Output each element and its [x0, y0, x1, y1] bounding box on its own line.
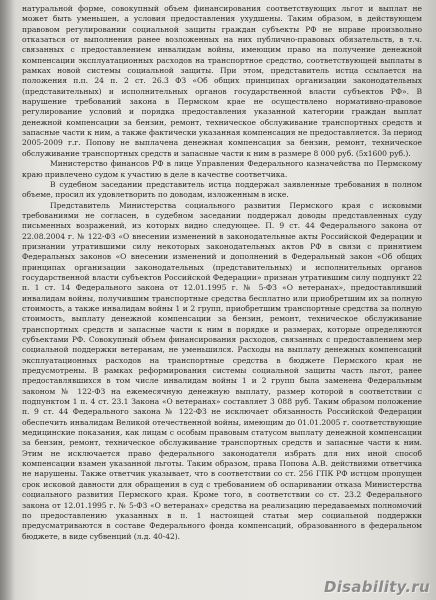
paragraph-2: Министерство финансов РФ в лице Управления Федерального казначейства по Пермскому краю привлечено судом к участию в деле в качестве соответчика.: [22, 159, 422, 179]
document-body: [22, 4, 422, 596]
site-watermark: Disability.ru: [323, 578, 430, 596]
paragraph-3: В судебном заседании представитель истца поддержал заявленные требования в полном объеме, просил их удовлетворить по доводам, изложенным в иске.: [22, 179, 422, 200]
paragraph-4: Представитель Министерства социального развития Пермского края с исковыми требованиями не согласен, в судебном заседании поддержал доводы представленных суду письменных возражений, из которых видно следующее. П. 9 ст. 44 Федерального закона от 22.08.2004 г. № 122-ФЗ «О внесении изменений в законодательные акты Российской Федерации и признании утратившими силу некоторых законодательных актов РФ в связи с принятием Федеральных законов «О внесении изменений и дополнений в Федеральный закон «Об общих принципах организации законодательных (представительных) и исполнительных органов государственной власти субъектов Российской Федерации» признан утратившим силу подпункт 22 п. 1 ст. 14 Федерального закона от 12.01.1995 г. № 5-ФЗ «О ветеранах», предоставлявший инвалидам войны, получившим транспортные средства бесплатно или приобретшим их за полную стоимость, а также инвалидам войны 1 и 2 групп, приобретшим транспортные средства за полную стоимость, выплату денежной компенсации за бензин, ремонт, техническое обслуживание транспортных средств и запасные части к ним в порядке и размерах, которые определяются субъектами РФ. Совокупный объем финансирования расходов, связанных с предоставлением мер социальной поддержки ветеранам, не уменьшился. Расходы на выплату денежных компенсаций эксплуатационных расходов на транспортные средства в бюджете Пермского края не предусмотрены. В рамках реформирования системы социальной защиты часть льгот, ранее предоставлявшихся в том числе инвалидам войны 1 и 2 групп была заменена Федеральным законом № 122-ФЗ на ежемесячную денежную выплату, размер которой в соответствии с подпунктом 1 п. 4 ст. 23.1 Закона «О ветеранах» составляет 3 088 руб. Таким образом положение п. 9 ст. 44 Федерального закона № 122-ФЗ не исключает обязанность Российской Федерации обеспечить инвалидам Великой отечественной войны, имеющим до 01.01.2005 г. соответствующие медицинские показания, как лицам с особым правовым статусом выплату денежной компенсации за бензин, ремонт, техническое обслуживание транспортных средств и запасные части к ним. Этим не исключается право федерального законодателя избрать для них иной способ компенсации взамен указанной льготы. Таким образом, права Попова А.В. действиями ответчика не нарушены. Также ответчик указывает, что в соответствии со ст. 256 ГПК РФ истцом пропущен срок исковой давности для обращения в суд с требованием об оспаривании отказа Министерства социального развития Пермского края. Кроме того, в соответствии со ст. 23.2 Федерального закона от 12.01.1995 г. № 5-ФЗ «О ветеранах» средства на реализацию передаваемых полномочий по предоставлению указанных в п. 1 настоящей статьи мер социальной поддержки предусматриваются в составе Федерального фонда компенсаций, образованного в федеральном бюджете, в виде субвенций (л.д. 40-42).: [22, 200, 422, 541]
paragraph-1: натуральной форме, совокупный объем финансирования соответствующих льгот и выплат не может быть уменьшен, а условия предоставления ухудшены. Таким образом, в действующем правовом регулировании социальной защиты граждан субъекты РФ не вправе произвольно отказаться от выполнения ранее возложенных на них публично-правовых обязательств, в т.ч. связанных с предоставлением инвалидам войны, имеющим право на получение денежной компенсации эксплуатационных расходов на транспортное средство, соответствующей выплаты в рамках новой системы социальной защиты. При этом, представитель истца ссылается на положения п.п. 24 п. 2 ст. 26.3 ФЗ «Об общих принципах организации законодательных (представительных) и исполнительных органов государственной власти субъектов РФ». В нарушение требований закона в Пермском крае не осуществлено нормативно-правовое регулирование условий и порядка предоставления указанной категории граждан выплат денежной компенсации за бензин, ремонт, техническое обслуживание транспортных средств и запасные части к ним, а также фактически указанная компенсация не предоставляется. За период 2005-2009 г.г. Попову не выплачена денежная компенсация за бензин, ремонт, техническое обслуживание транспортных средств и запасные части к ним в размере 8 000 руб. (5х1600 руб.).: [22, 4, 422, 158]
page-edge-shadow: [0, 0, 16, 600]
